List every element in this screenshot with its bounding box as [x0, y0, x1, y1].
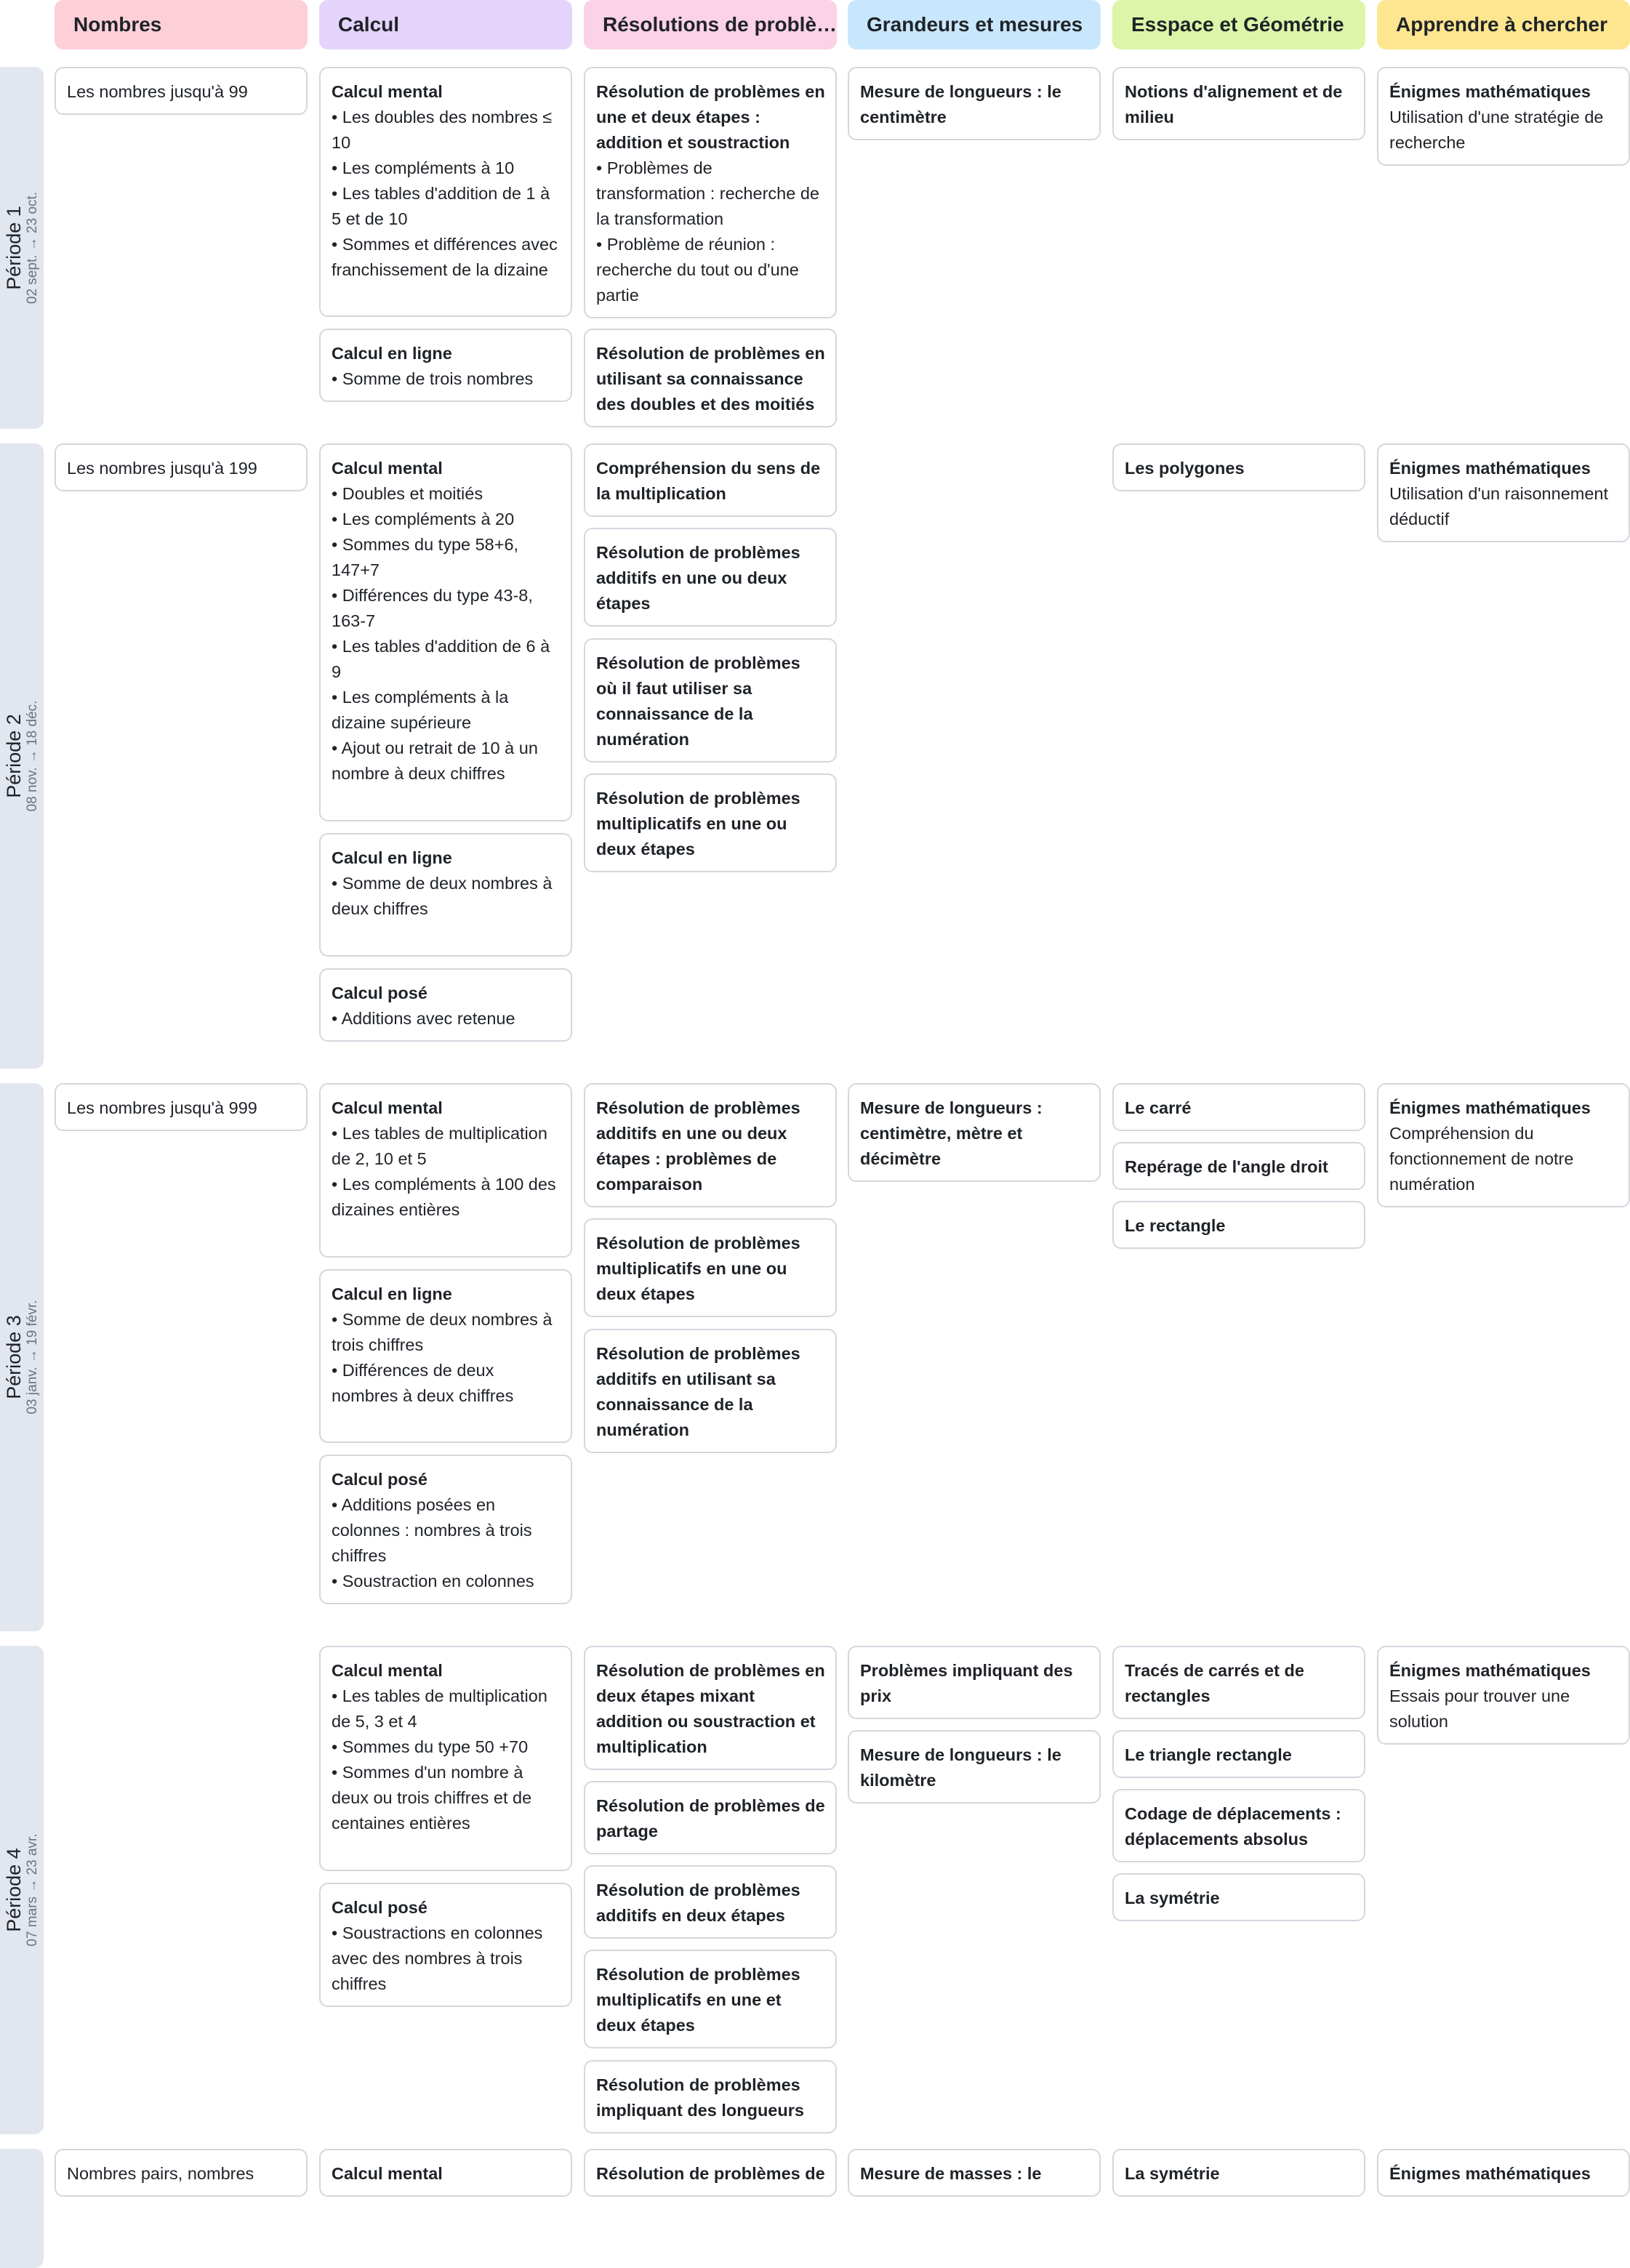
card-line: • Les doubles des nombres ≤ 10	[332, 108, 553, 152]
period-label	[0, 1083, 44, 1631]
card-line: • Les compléments à 100 des dizaines entières	[332, 1175, 556, 1219]
card-title: Énigmes mathématiques	[1389, 459, 1591, 478]
period-label	[0, 67, 44, 429]
card-line: • Problème de réunion : recherche du tout ou d'une partie	[596, 235, 799, 305]
card-title: Énigmes mathématiques	[1389, 1098, 1591, 1117]
geometrie-card[interactable]	[1112, 67, 1365, 140]
card-title: Résolution de problèmes additifs en utilisant sa connaissance de la numération	[596, 1344, 800, 1439]
period-dates: 03 janv. → 19 févr.	[25, 1300, 40, 1415]
card-line: • Soustraction en colonnes	[332, 1572, 534, 1591]
nombres-card[interactable]	[55, 443, 308, 491]
card-line: • Additions posées en colonnes : nombres à trois chiffres	[332, 1495, 532, 1565]
card-line: • Les tables d'addition de 6 à 9	[332, 637, 550, 681]
calcul-card[interactable]	[319, 833, 572, 957]
column-header-geometrie[interactable]: Esspace et Géométrie	[1112, 0, 1365, 49]
resolutions-card[interactable]	[584, 1781, 837, 1854]
geometrie-card[interactable]	[1112, 1730, 1365, 1778]
resolutions-card[interactable]	[584, 1083, 837, 1207]
grandeurs-card[interactable]	[848, 1730, 1101, 1803]
calcul-card[interactable]	[319, 329, 572, 402]
chercher-card[interactable]	[1377, 2149, 1630, 2197]
period-label-text	[3, 1300, 41, 1414]
card-title: Calcul posé	[332, 984, 427, 1002]
card-line: • Les tables de multiplication de 2, 10 et 5	[332, 1124, 547, 1168]
card-title: Le rectangle	[1125, 1216, 1226, 1235]
card-line: • Sommes du type 50 +70	[332, 1737, 529, 1756]
card-title: Calcul mental	[332, 1098, 443, 1117]
card-title: Mesure de longueurs : le centimètre	[860, 82, 1061, 126]
chercher-card[interactable]	[1377, 443, 1630, 542]
card-title: Résolution de problèmes multiplicatifs en une ou deux étapes	[596, 1234, 800, 1303]
resolutions-card[interactable]	[584, 2149, 837, 2197]
geometrie-card[interactable]	[1112, 1789, 1365, 1862]
card-title: Calcul posé	[332, 1898, 427, 1917]
resolutions-card[interactable]	[584, 2060, 837, 2134]
card-title: Calcul en ligne	[332, 848, 452, 867]
card-title: Résolution de problèmes additifs en une ou deux étapes : problèmes de comparaison	[596, 1098, 800, 1194]
chercher-card[interactable]	[1377, 67, 1630, 166]
card-title: Résolution de problèmes additifs en une ou deux étapes	[596, 543, 800, 613]
card-title: Calcul mental	[332, 459, 443, 478]
resolutions-card[interactable]	[584, 528, 837, 627]
period-dates: 02 sept. → 23 oct.	[25, 191, 40, 305]
card-title: Résolution de problèmes en utilisant sa connaissance des doubles et des moitiés	[596, 344, 825, 414]
card-line: Utilisation d'une stratégie de recherche	[1389, 108, 1604, 152]
card-title: Calcul en ligne	[332, 344, 452, 363]
card-line: • Les tables d'addition de 1 à 5 et de 10	[332, 184, 550, 228]
card-text: Les nombres jusqu'à 99	[67, 82, 248, 101]
geometrie-card[interactable]	[1112, 1083, 1365, 1131]
nombres-card[interactable]	[55, 67, 308, 115]
resolutions-card[interactable]	[584, 329, 837, 427]
period-dates: 08 nov. → 18 déc.	[25, 700, 40, 812]
column-header-resolutions[interactable]: Résolutions de problè…	[584, 0, 837, 49]
card-line: • Somme de trois nombres	[332, 369, 534, 388]
card-line: • Soustractions en colonnes avec des nombres à trois chiffres	[332, 1923, 543, 1993]
geometrie-card[interactable]	[1112, 1201, 1365, 1249]
calcul-card[interactable]	[319, 443, 572, 821]
calcul-card[interactable]	[319, 1883, 572, 2007]
card-title: Mesure de masses : le	[860, 2164, 1042, 2183]
card-line: • Ajout ou retrait de 10 à un nombre à deux chiffres	[332, 739, 538, 783]
card-title: Résolution de problèmes en deux étapes mixant addition ou soustraction et multiplication	[596, 1661, 825, 1756]
period-title: Période 2	[3, 714, 25, 798]
nombres-card[interactable]	[55, 2149, 308, 2197]
resolutions-card[interactable]	[584, 443, 837, 517]
period-title: Période 3	[3, 1315, 25, 1399]
period-title: Période 1	[3, 206, 25, 290]
card-title: Mesure de longueurs : centimètre, mètre et décimètre	[860, 1098, 1043, 1168]
period-label-text	[3, 701, 41, 812]
column-header-chercher[interactable]: Apprendre à chercher	[1377, 0, 1630, 49]
column-header-grandeurs[interactable]: Grandeurs et mesures	[848, 0, 1101, 49]
resolutions-card[interactable]	[584, 638, 837, 763]
card-line: • Somme de deux nombres à trois chiffres	[332, 1310, 553, 1354]
card-line: • Problèmes de transformation : recherche de la transformation	[596, 158, 819, 228]
grandeurs-card[interactable]	[848, 2149, 1101, 2197]
calcul-card[interactable]	[319, 2149, 572, 2197]
card-title: Le carré	[1125, 1098, 1192, 1117]
calcul-card[interactable]	[319, 67, 572, 317]
calcul-card[interactable]	[319, 1083, 572, 1258]
nombres-card[interactable]	[55, 1083, 308, 1131]
card-text: Nombres pairs, nombres	[67, 2164, 254, 2183]
resolutions-card[interactable]	[584, 1950, 837, 2048]
card-line: Compréhension du fonctionnement de notre numération	[1389, 1124, 1574, 1194]
column-header-calcul[interactable]: Calcul	[319, 0, 572, 49]
card-title: Compréhension du sens de la multiplication	[596, 459, 821, 503]
calcul-card[interactable]	[319, 968, 572, 1042]
card-line: • Les compléments à la dizaine supérieure	[332, 688, 509, 732]
card-title: Résolution de problèmes multiplicatifs en une et deux étapes	[596, 1965, 800, 2035]
card-line: • Doubles et moitiés	[332, 484, 483, 503]
chercher-card[interactable]	[1377, 1083, 1630, 1207]
card-line: • Les compléments à 20	[332, 510, 515, 528]
card-line: • Les tables de multiplication de 5, 3 et 4	[332, 1686, 547, 1731]
calcul-card[interactable]	[319, 1646, 572, 1871]
grandeurs-card[interactable]	[848, 1646, 1101, 1719]
geometrie-card[interactable]	[1112, 1873, 1365, 1921]
card-title: Notions d'alignement et de milieu	[1125, 82, 1343, 126]
card-title: Calcul mental	[332, 82, 443, 101]
geometrie-card[interactable]	[1112, 443, 1365, 491]
grandeurs-card[interactable]	[848, 67, 1101, 140]
column-header-nombres[interactable]: Nombres	[55, 0, 308, 49]
card-text: Les nombres jusqu'à 199	[67, 459, 257, 478]
card-title: Les polygones	[1125, 459, 1245, 478]
card-text: Les nombres jusqu'à 999	[67, 1098, 257, 1117]
resolutions-card[interactable]	[584, 1646, 837, 1770]
card-line: • Sommes d'un nombre à deux ou trois chiffres et de centaines entières	[332, 1763, 532, 1833]
card-title: Résolution de problèmes où il faut utiliser sa connaissance de la numération	[596, 654, 800, 749]
geometrie-card[interactable]	[1112, 1646, 1365, 1719]
card-line: Essais pour trouver une solution	[1389, 1686, 1570, 1731]
geometrie-card[interactable]	[1112, 1142, 1365, 1190]
card-title: Énigmes mathématiques	[1389, 82, 1591, 101]
calcul-card[interactable]	[319, 1269, 572, 1443]
card-line: • Somme de deux nombres à deux chiffres	[332, 874, 553, 918]
card-title: Énigmes mathématiques	[1389, 1661, 1591, 1680]
period-label	[0, 1646, 44, 2134]
card-title: Résolution de problèmes de	[596, 2164, 825, 2183]
card-title: Énigmes mathématiques	[1389, 2164, 1591, 2183]
resolutions-card[interactable]	[584, 1329, 837, 1453]
card-title: Calcul mental	[332, 2164, 443, 2183]
calcul-card[interactable]	[319, 1455, 572, 1604]
card-title: Le triangle rectangle	[1125, 1745, 1292, 1764]
card-title: Résolution de problèmes impliquant des longueurs	[596, 2075, 804, 2120]
period-dates: 07 mars → 23 avr.	[25, 1833, 40, 1947]
resolutions-card[interactable]	[584, 773, 837, 872]
card-line: • Sommes et différences avec franchissement de la dizaine	[332, 235, 558, 279]
card-title: Résolution de problèmes additifs en deux étapes	[596, 1881, 800, 1925]
card-title: Calcul en ligne	[332, 1284, 452, 1303]
card-line: • Différences du type 43-8, 163-7	[332, 586, 533, 630]
period-bar	[0, 2149, 44, 2268]
card-title: Problèmes impliquant des prix	[860, 1661, 1073, 1705]
card-line: • Les compléments à 10	[332, 158, 515, 177]
card-title: Résolution de problèmes en une et deux étapes : addition et soustraction	[596, 82, 825, 152]
period-label-text	[3, 192, 41, 304]
card-title: Résolution de problèmes de partage	[596, 1796, 825, 1841]
card-title: La symétrie	[1125, 1889, 1220, 1907]
card-title: Mesure de longueurs : le kilomètre	[860, 1745, 1061, 1790]
resolutions-card[interactable]	[584, 67, 837, 318]
card-title: Repérage de l'angle droit	[1125, 1157, 1328, 1176]
card-title: La symétrie	[1125, 2164, 1220, 2183]
card-line: • Sommes du type 58+6, 147+7	[332, 535, 519, 579]
geometrie-card[interactable]	[1112, 2149, 1365, 2197]
period-label-text	[3, 1833, 41, 1946]
card-title: Résolution de problèmes multiplicatifs en une ou deux étapes	[596, 789, 800, 858]
grandeurs-card[interactable]	[848, 1083, 1101, 1182]
card-line: • Différences de deux nombres à deux chiffres	[332, 1361, 514, 1405]
resolutions-card[interactable]	[584, 1218, 837, 1317]
card-title: Calcul mental	[332, 1661, 443, 1680]
card-title: Codage de déplacements : déplacements absolus	[1125, 1804, 1341, 1849]
period-label	[0, 443, 44, 1069]
card-title: Tracés de carrés et de rectangles	[1125, 1661, 1304, 1705]
card-line: Utilisation d'un raisonnement déductif	[1389, 484, 1609, 528]
card-title: Calcul posé	[332, 1470, 427, 1489]
chercher-card[interactable]	[1377, 1646, 1630, 1745]
period-title: Période 4	[3, 1848, 25, 1932]
resolutions-card[interactable]	[584, 1865, 837, 1939]
card-line: • Additions avec retenue	[332, 1009, 515, 1028]
